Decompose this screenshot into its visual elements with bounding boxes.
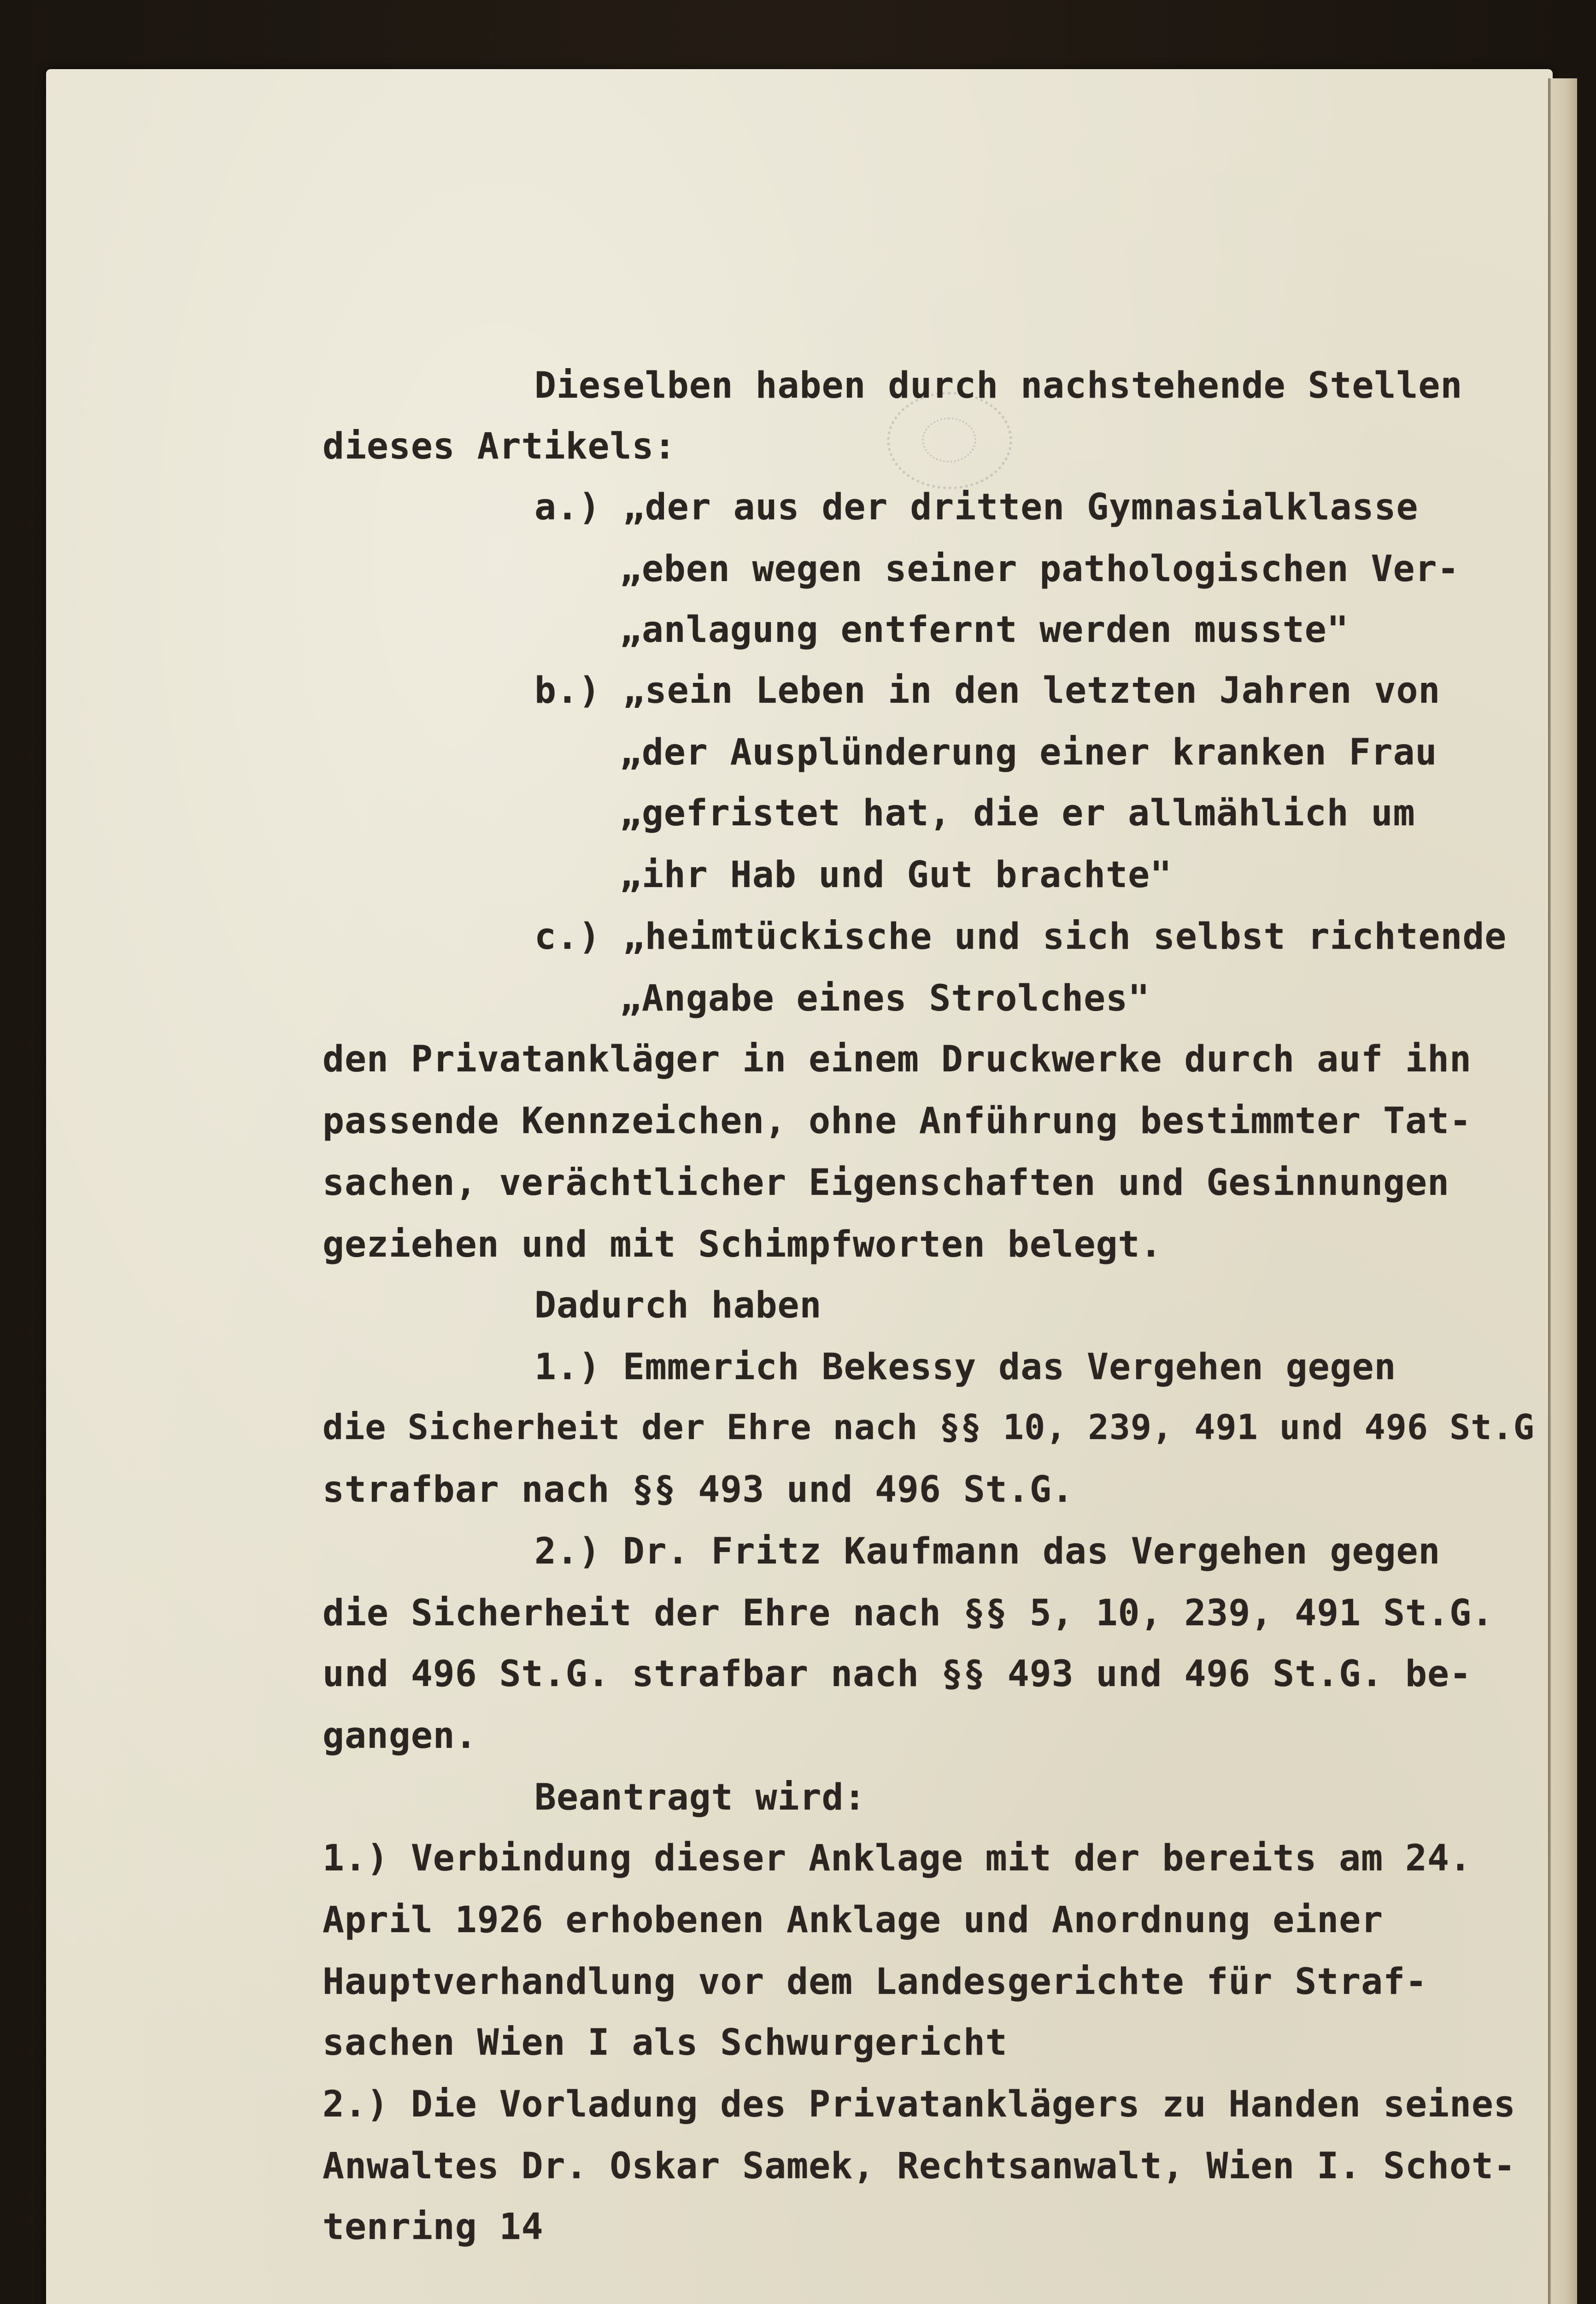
text-line: Dadurch haben	[534, 1285, 822, 1326]
text-line: die Sicherheit der Ehre nach §§ 5, 10, 239, 491 St.G.	[323, 1593, 1494, 1634]
text-line: Dieselben haben durch nachstehende Stellen	[534, 365, 1463, 406]
text-line: a.) „der aus der dritten Gymnasialklasse	[534, 487, 1419, 528]
text-line: 1.) Verbindung dieser Anklage mit der bereits am 24.	[323, 1838, 1472, 1879]
text-line: „der Ausplünderung einer kranken Frau	[620, 732, 1438, 773]
text-line: „anlagung entfernt werden musste"	[620, 609, 1349, 651]
next-page-edge	[1548, 78, 1577, 2304]
text-line: Beantragt wird:	[534, 1777, 866, 1818]
text-line: 2.) Die Vorladung des Privatanklägers zu Handen seines	[323, 2084, 1516, 2125]
text-line: April 1926 erhobenen Anklage und Anordnung einer	[323, 1899, 1384, 1941]
text-line: gangen.	[323, 1715, 477, 1757]
faded-stamp-inner	[922, 417, 976, 463]
text-line: dieses Artikels:	[323, 426, 676, 467]
text-line: geziehen und mit Schimpfworten belegt.	[323, 1224, 1162, 1265]
text-line: 2.) Dr. Fritz Kaufmann das Vergehen gegen	[534, 1531, 1441, 1572]
text-line: Hauptverhandlung vor dem Landesgerichte für Straf-	[323, 1961, 1427, 2003]
text-line: „ihr Hab und Gut brachte"	[620, 854, 1172, 896]
text-line: b.) „sein Leben in den letzten Jahren von	[534, 670, 1441, 711]
text-line: „eben wegen seiner pathologischen Ver-	[620, 548, 1460, 590]
text-line: sachen Wien I als Schwurgericht	[323, 2022, 1008, 2063]
text-line: strafbar nach §§ 493 und 496 St.G.	[323, 1469, 1074, 1511]
text-line: sachen, verächtlicher Eigenschaften und Gesinnungen	[323, 1162, 1449, 1204]
text-line: Anwaltes Dr. Oskar Samek, Rechtsanwalt, Wien I. Schot-	[323, 2145, 1516, 2187]
text-line: und 496 St.G. strafbar nach §§ 493 und 496 St.G. be-	[323, 1653, 1472, 1695]
text-line: „Angabe eines Strolches"	[620, 978, 1150, 1019]
text-line: die Sicherheit der Ehre nach §§ 10, 239, 491 und 496 St.G	[323, 1407, 1535, 1447]
text-line: den Privatankläger in einem Druckwerke durch auf ihn	[323, 1039, 1472, 1080]
text-line: „gefristet hat, die er allmählich um	[620, 793, 1415, 834]
text-line: passende Kennzeichen, ohne Anführung bestimmter Tat-	[323, 1100, 1472, 1142]
text-line: c.) „heimtückische und sich selbst richtende	[534, 916, 1507, 958]
text-line: tenring 14	[323, 2206, 544, 2248]
page-fold-shadow	[1548, 78, 1551, 2304]
text-line: 1.) Emmerich Bekessy das Vergehen gegen	[534, 1346, 1396, 1388]
